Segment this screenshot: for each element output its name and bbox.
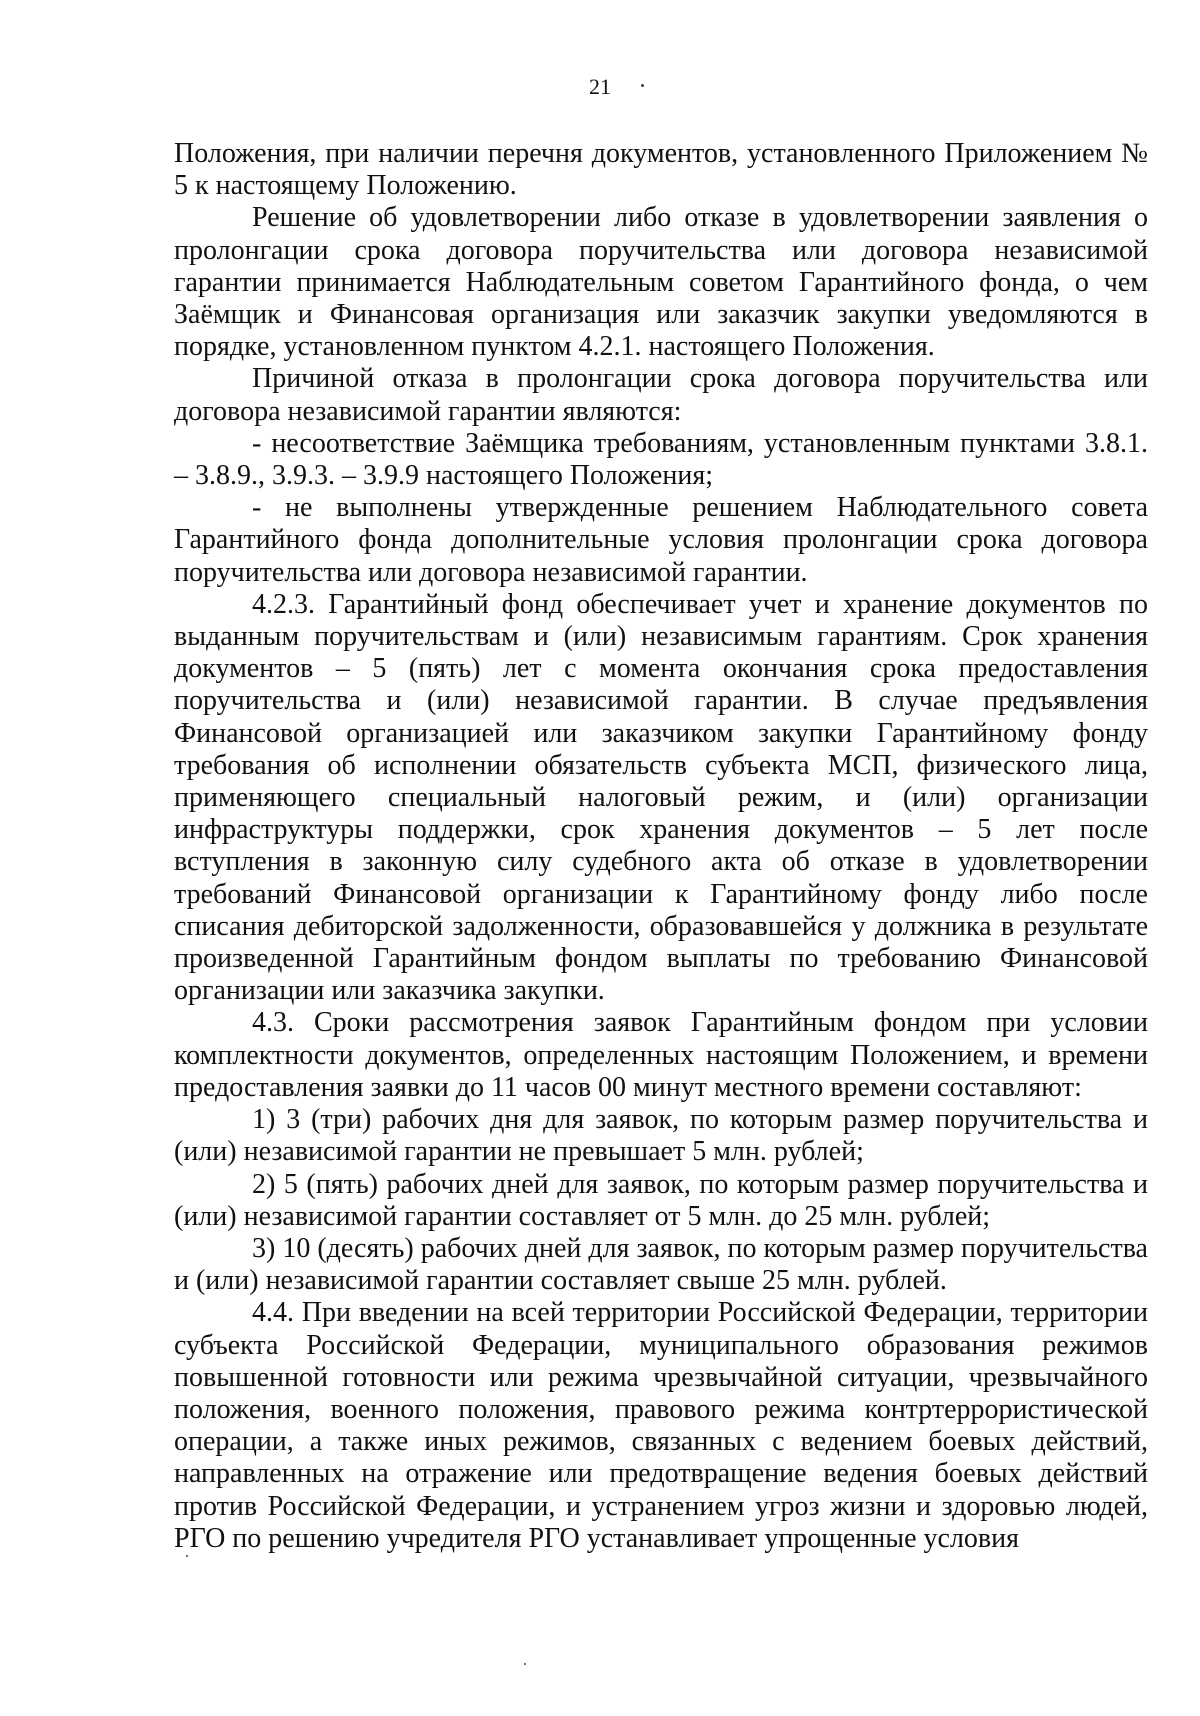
document-body — [174, 138, 1148, 1555]
scan-speck — [641, 84, 644, 87]
list-item-refusal-2: - не выполнены утвержденные решением Наблюдательного совета Гарантийного фонда дополнительные условия пролонгации срока договора поручительства или договора независимой гарантии. — [174, 492, 1148, 588]
list-item-term-3: 3) 10 (десять) рабочих дней для заявок, по которым размер поручительства и (или) независимой гарантии составляет свыше 25 млн. рублей. — [174, 1232, 1148, 1297]
paragraph-decision: Решение об удовлетворении либо отказе в удовлетворении заявления о пролонгации срока договора поручительства или договора независимой гарантии принимается Наблюдательным советом Гарантийного фонда, о чем Заёмщик и Финансовая организация или заказчик закупки уведомляются в порядке, установленном пунктом 4.2.1. настоящего Положения. — [174, 202, 1148, 363]
paragraph-4-3: 4.3. Сроки рассмотрения заявок Гарантийным фондом при условии комплектности документов, определенных настоящим Положением, и времени предоставления заявки до 11 часов 00 минут местного времени составляют: — [174, 1007, 1148, 1103]
page-number: 21 — [589, 74, 611, 99]
list-item-term-1: 1) 3 (три) рабочих дня для заявок, по которым размер поручительства и (или) независимой гарантии не превышает 5 млн. рублей; — [174, 1104, 1148, 1168]
list-item-refusal-1: - несоответствие Заёмщика требованиям, установленным пунктами 3.8.1. – 3.8.9., 3.9.3. – 3.9.9 настоящего Положения; — [174, 427, 1148, 492]
scan-speck — [524, 1663, 526, 1665]
list-item-term-2: 2) 5 (пять) рабочих дней для заявок, по которым размер поручительства и (или) независимой гарантии составляет от 5 млн. до 25 млн. рублей; — [174, 1168, 1148, 1232]
paragraph-4-2-3: 4.2.3. Гарантийный фонд обеспечивает учет и хранение документов по выданным поручительствам и (или) независимым гарантиям. Срок хранения документов – 5 (пять) лет с момента окончания срока предоставления поручительства и (или) независимой гарантии. В случае предъявления Финансовой организацией или заказчиком закупки Гарантийному фонду требования об исполнении обязательств субъекта МСП, физического лица, применяющего специальный налоговый режим, и (или) организации инфраструктуры поддержки, срок хранения документов – 5 лет после вступления в законную силу судебного акта об отказе в удовлетворении требований Финансовой организации к Гарантийному фонду либо после списания дебиторской задолженности, образовавшейся у должника в результате произведенной Гарантийным фондом выплаты по требованию Финансовой организации или заказчика закупки. — [174, 588, 1148, 1007]
paragraph-continuation: Положения, при наличии перечня документов, установленного Приложением № 5 к настоящему Положению. — [174, 138, 1148, 202]
paragraph-refusal-reasons: Причиной отказа в пролонгации срока договора поручительства или договора независимой гарантии являются: — [174, 363, 1148, 427]
paragraph-4-4: 4.4. При введении на всей территории Российской Федерации, территории субъекта Российской Федерации, муниципального образования режимов повышенной готовности или режима чрезвычайной ситуации, чрезвычайного положения, военного положения, правового режима контртеррористической операции, а также иных режимов, связанных с ведением боевых действий, направленных на отражение или предотвращение ведения боевых действий против Российской Федерации, и устранением угроз жизни и здоровью людей, РГО по решению учредителя РГО устанавливает упрощенные условия — [174, 1297, 1148, 1554]
scan-speck — [186, 1555, 188, 1557]
